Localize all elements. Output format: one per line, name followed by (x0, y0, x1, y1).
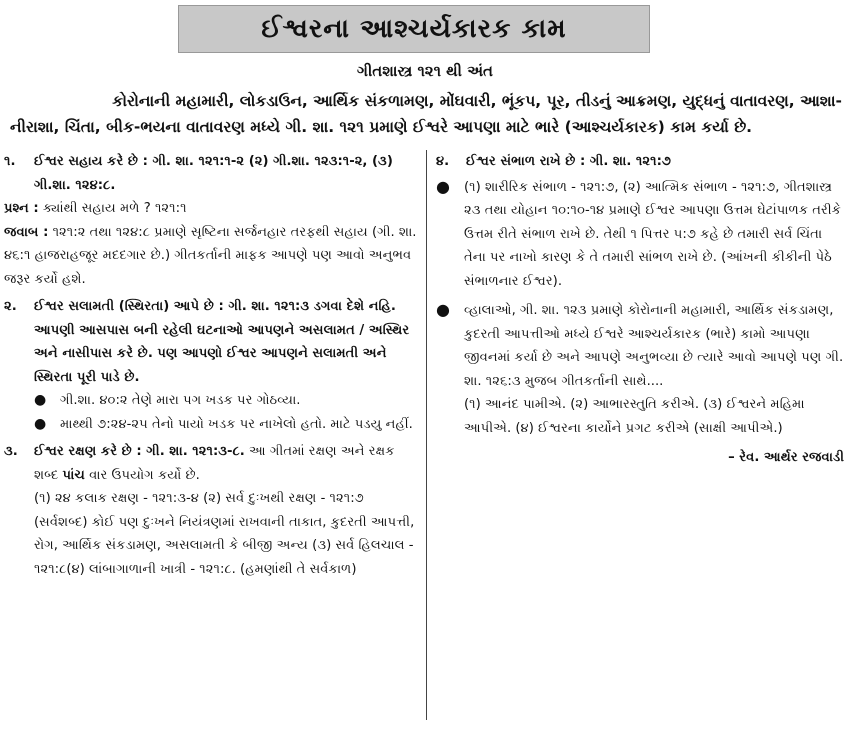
section-number: ૪. (436, 154, 450, 169)
list-item (34, 413, 420, 437)
list-item (436, 299, 844, 393)
heading-rest: આ ગીતમાં રક્ષણ અને રક્ષક શબ્દ (34, 444, 395, 483)
bullet-text: (૧) શારીરિક સંભાળ - ૧૨૧:૭, (૨) આત્મિક સંભાળ - ૧૨૧:૭, ગીતશાસ્ત્ર ૨૩ તથા યોહાન ૧૦:૧૦-૧૪ પ્રમાણે ઈશ્વર આપણા ઉત્તમ ઘેટાંપાળક તરીકે ઉત્તમ રીતે સંભાળ રાખે છે. તેથી ૧ પિત્તર ૫:૭ કહે છે તમારી સર્વ ચિંતા તેના પર નાખો કારણ કે તે તમારી સાંભળ રાખે છે. (આંખની કીકીની પેઠે સંભાળનાર ઈશ્વર). (464, 179, 841, 289)
page-title: ઈશ્વરના આશ્ચર્યકારક કામ (178, 5, 650, 53)
signature: – રેવ. આર્થર રજવાડી (728, 450, 844, 465)
closing-text: (૧) આનંદ પામીએ. (૨) આભારસ્તુતિ કરીએ. (૩) ઈશ્વરને મહિમા આપીએ. (૪) ઈશ્વરના કાર્યોને પ્રગટ કરીએ (સાક્ષી આપીએ.) (464, 397, 805, 436)
bullet-icon: ● (34, 415, 47, 432)
section-heading-text (34, 440, 420, 487)
answer-text: ૧૨૧:૨ તથા ૧૨૪:૮ પ્રમાણે સૃષ્ટિના સર્જનહાર તરફથી સહાય (ગી. શા. ૪૬:૧ હાજરાહજૂર મદદગાર છે.) ગીતકર્તાની માફક આપણે પણ આવો અનુભવ જરૂર કર્યો હશે. (4, 224, 417, 287)
answer-label: જવાબ : (4, 224, 49, 240)
column-divider (426, 150, 427, 720)
subtitle: ગીતશાસ્ત્ર ૧૨૧ થી અંત (357, 62, 493, 80)
section-number: ૨. (4, 299, 17, 314)
section-4-heading (436, 150, 844, 174)
question (4, 197, 420, 221)
section-3-heading (4, 440, 420, 487)
bullet-text: વ્હાલાઓ, ગી. શા. ૧૨૩ પ્રમાણે કોરોનાની મહામારી, આર્થિક સંકડામણ, કુદરતી આપત્તીઓ મધ્યે ઈશ્વરે આશ્ચર્યકારક (ભારે) કામો આપણા જીવનમાં કર્યા છે અને આપણે અનુભવ્યા છે ત્યારે આવો આપણે પણ ગી. શા. ૧૨૬:૩ મુજબ ગીતકર્તાની સાથે.... (464, 303, 844, 389)
section-4 (436, 150, 844, 470)
section-1-heading (4, 150, 420, 197)
heading-bold: ઈશ્વર રક્ષણ કરે છે : ગી. શા. ૧૨૧:૩-૮. (34, 444, 245, 459)
bullet-text: માથ્થી ૭:૨૪-૨૫ તેનો પાયો ખડક પર નાખેલો હતો. માટે પડયુ નહીં. (60, 416, 413, 432)
bullet-icon: ● (436, 300, 450, 319)
section-heading-text: ઈશ્વર સહાય કરે છે : ગી. શા. ૧૨૧:૧-૨ (૨) ગી.શા. ૧૨૩:૧-૨, (૩) ગી.શા. ૧૨૪:૮. (34, 154, 393, 193)
section-3-body: (૧) ૨૪ કલાક રક્ષણ - ૧૨૧:૩-૪ (૨) સર્વ દુઃખથી રક્ષણ - ૧૨૧:૭ (સર્વશબ્દ) કોઈ પણ દુઃખને નિયંત્રણમાં રાખવાની તાકાત, કુદરતી આપત્તી, રોગ, આર્થિક સંકડામણ, અસલામતી કે બીજી અન્ય (૩) સર્વ હિલચાલ - ૧૨૧:૮(૪) લાંબાગાળાની ખાત્રી - ૧૨૧:૮. (હમણાંથી તે સર્વકાળ) (34, 491, 415, 577)
list-item (436, 176, 844, 294)
question-label: પ્રશ્ન : (4, 201, 39, 216)
section-2 (4, 295, 420, 436)
question-text: ક્યાંથી સહાય મળે ? ૧૨૧:૧ (42, 201, 187, 216)
section-2-heading (4, 295, 420, 389)
section-number: ૩. (4, 444, 18, 459)
intro (10, 88, 842, 140)
section-number: ૧. (4, 154, 16, 169)
intro-line-1: કોરોનાની મહામારી, લોકડાઉન, આર્થિક સંકળામણ, મોંઘવારી, ભૂંકપ, પૂર, તીડનું આક્રમણ, યુદ્ધનું વાતાવરણ, આશા- (112, 92, 842, 110)
heading-rest-2: વાર ઉપયોગ કર્યો છે. (84, 467, 200, 483)
bullet-icon: ● (436, 176, 450, 196)
section-heading-text: ઈશ્વર સલામતી (સ્થિરતા) આપે છે : ગી. શા. ૧૨૧:૩ ડગવા દેશે નહિ. આપણી આસપાસ બની રહેલી ઘટનાઓ આપણને અસલામત / અસ્થિર અને નાસીપાસ કરે છે. પણ આપણો ઈશ્વર આપણને સલામતી અને સ્થિરતા પૂરી પાડે છે. (34, 299, 410, 385)
section-3 (4, 440, 420, 581)
left-column (4, 150, 420, 585)
list-item (34, 389, 420, 413)
answer (4, 221, 420, 292)
heading-bold-word: પાંચ (62, 467, 85, 483)
bullet-icon: ● (34, 392, 47, 408)
section-heading-text: ઈશ્વર સંભાળ રાખે છે : ગી. શા. ૧૨૧:૭ (466, 154, 672, 169)
bullet-text: ગી.શા. ૪૦:૨ તેણે મારા પગ ખડક પર ગોઠવ્યા. (60, 393, 301, 408)
right-column (436, 150, 844, 474)
intro-line-2: નીરાશા, ચિંતા, બીક-ભયના વાતાવરણ મધ્યે ગી. શા. ૧૨૧ પ્રમાણે ઈશ્વરે આપણા માટે ભારે (આશ્ચર્યકારક) કામ કર્યા છે. (10, 118, 753, 136)
section-1 (4, 150, 420, 291)
